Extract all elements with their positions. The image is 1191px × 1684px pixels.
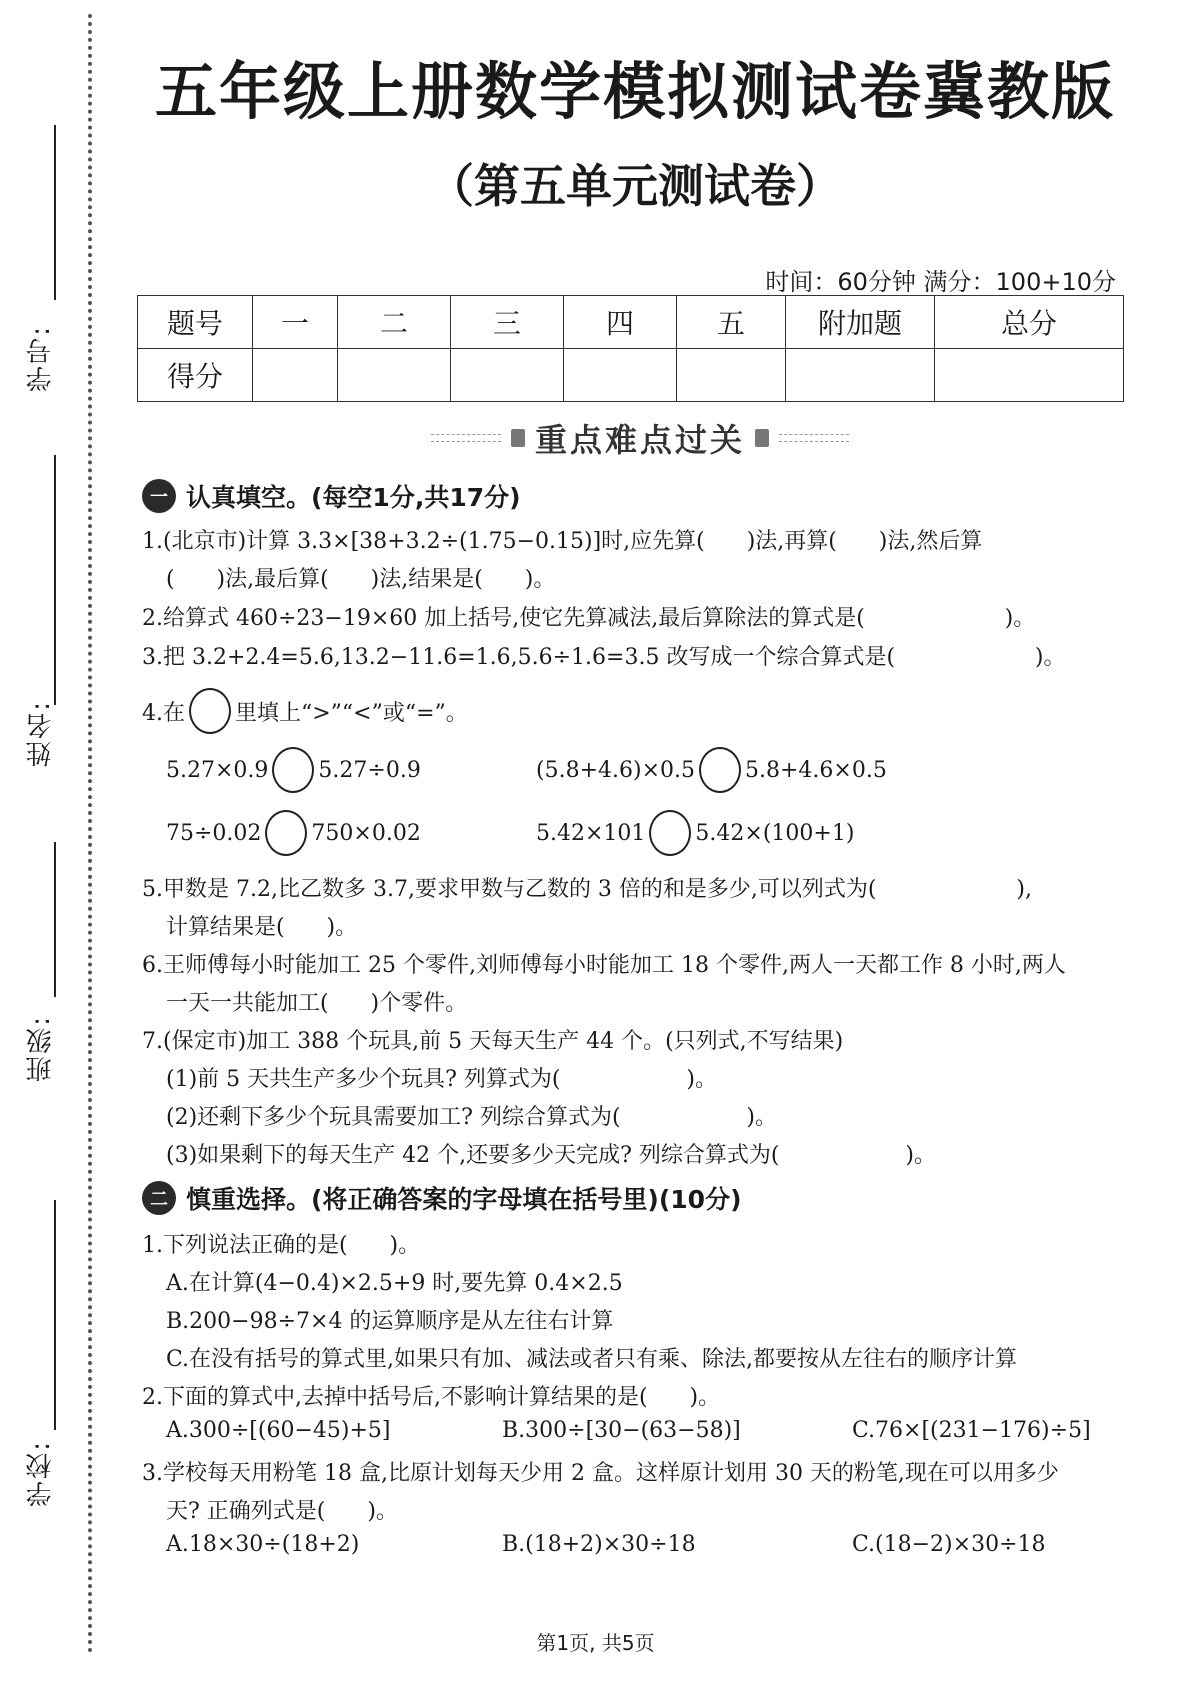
section-title: 慎重选择。(将正确答案的字母填在括号里)(10分) <box>186 1185 742 1214</box>
score-input-cell[interactable] <box>677 349 786 402</box>
question-text: 6.王师傅每小时能加工 25 个零件,刘师傅每小时能加工 18 个零件,两人一天都工作 8 小时,两人 <box>142 953 1066 978</box>
option-text: B.300÷[30−(63−58)] <box>502 1418 741 1443</box>
option-text: A.18×30÷(18+2) <box>166 1532 360 1557</box>
student-id-line[interactable] <box>54 125 56 300</box>
score-table-header-row <box>138 296 1124 349</box>
page-title: 五年级上册数学模拟测试卷冀教版 <box>154 55 1115 128</box>
table-cell: 一 <box>253 296 338 349</box>
question-text: (3)如果剩下的每天生产 42 个,还要多少天完成? 列综合算式为( )。 <box>166 1143 936 1168</box>
table-cell: 四 <box>564 296 677 349</box>
section-number-badge: 一 <box>142 479 176 513</box>
decorative-block-icon <box>755 429 769 447</box>
comparison-item: (5.8+4.6)×0.5 5.8+4.6×0.5 <box>536 747 887 793</box>
question-text: 2.下面的算式中,去掉中括号后,不影响计算结果的是( )。 <box>142 1385 721 1410</box>
option-text: A.300÷[(60−45)+5] <box>166 1418 391 1443</box>
question-text: 7.(保定市)加工 388 个玩具,前 5 天每天生产 44 个。(只列式,不写结果) <box>142 1029 844 1054</box>
banner-text: 重点难点过关 <box>534 421 745 459</box>
question-text: ( )法,最后算( )法,结果是( )。 <box>166 567 556 592</box>
question-text: 1.(北京市)计算 3.3×[38+3.2÷(1.75−0.15)]时,应先算( )法,再算( )法,然后算 <box>142 529 983 554</box>
section-banner <box>400 418 880 458</box>
question-text: 1.下列说法正确的是( )。 <box>142 1233 421 1258</box>
question-text: 天? 正确列式是( )。 <box>166 1499 398 1524</box>
exam-meta: 时间：60分钟 满分：100+10分 <box>765 268 1116 296</box>
circle-icon <box>189 688 231 734</box>
decorative-dash <box>431 434 501 442</box>
section-title: 认真填空。(每空1分,共17分) <box>186 483 521 512</box>
section-1-heading <box>142 478 521 514</box>
question-text: 4.在 里填上“>”“<”或“=”。 <box>142 688 468 734</box>
table-cell: 三 <box>451 296 564 349</box>
class-line[interactable] <box>54 842 56 997</box>
answer-circle[interactable] <box>699 747 741 793</box>
comparison-item: 5.27×0.9 5.27÷0.9 <box>166 747 421 793</box>
comparison-item: 75÷0.02 750×0.02 <box>166 810 421 856</box>
score-input-cell[interactable] <box>564 349 677 402</box>
score-table <box>137 295 1124 402</box>
score-input-cell[interactable] <box>451 349 564 402</box>
question-text: 一天一共能加工( )个零件。 <box>166 991 468 1016</box>
table-cell: 总分 <box>935 296 1124 349</box>
section-number-badge: 二 <box>142 1181 176 1215</box>
decorative-block-icon <box>511 429 525 447</box>
answer-circle[interactable] <box>649 810 691 856</box>
score-input-cell[interactable] <box>935 349 1124 402</box>
student-id-label: 学号: <box>26 325 56 392</box>
table-cell: 得分 <box>138 349 253 402</box>
question-text: 2.给算式 460÷23−19×60 加上括号,使它先算减法,最后算除法的算式是( )。 <box>142 606 1036 631</box>
name-label: 姓名: <box>26 700 56 767</box>
section-2-heading <box>142 1180 742 1216</box>
answer-circle[interactable] <box>272 747 314 793</box>
question-text: (1)前 5 天共生产多少个玩具? 列算式为( )。 <box>166 1067 717 1092</box>
score-input-cell[interactable] <box>786 349 935 402</box>
table-cell: 五 <box>677 296 786 349</box>
question-text: 3.学校每天用粉笔 18 盒,比原计划每天少用 2 盒。这样原计划用 30 天的粉笔,现在可以用多少 <box>142 1461 1059 1486</box>
answer-circle[interactable] <box>265 810 307 856</box>
page-subtitle: （第五单元测试卷） <box>428 159 842 213</box>
school-label: 学校: <box>26 1440 56 1507</box>
class-label: 班级: <box>26 1015 56 1082</box>
name-line[interactable] <box>54 455 56 705</box>
table-cell: 附加题 <box>786 296 935 349</box>
table-cell: 二 <box>338 296 451 349</box>
comparison-item: 5.42×101 5.42×(100+1) <box>536 810 854 856</box>
school-line[interactable] <box>54 1200 56 1430</box>
option-text: B.(18+2)×30÷18 <box>502 1532 696 1557</box>
page-number: 第1页, 共5页 <box>536 1631 655 1655</box>
question-text: 3.把 3.2+2.4=5.6,13.2−11.6=1.6,5.6÷1.6=3.5 改写成一个综合算式是( )。 <box>142 645 1066 670</box>
table-cell: 题号 <box>138 296 253 349</box>
score-input-cell[interactable] <box>338 349 451 402</box>
score-input-cell[interactable] <box>253 349 338 402</box>
question-text: 计算结果是( )。 <box>166 915 358 940</box>
binding-dotted-line <box>88 14 92 1654</box>
decorative-dash <box>779 434 849 442</box>
option-text: C.(18−2)×30÷18 <box>852 1532 1046 1557</box>
option-text: C.76×[(231−176)÷5] <box>852 1418 1091 1443</box>
option-text: A.在计算(4−0.4)×2.5+9 时,要先算 0.4×2.5 <box>166 1271 623 1296</box>
option-text: C.在没有括号的算式里,如果只有加、减法或者只有乘、除法,都要按从左往右的顺序计算 <box>166 1347 1018 1372</box>
option-text: B.200−98÷7×4 的运算顺序是从左往右计算 <box>166 1309 614 1334</box>
question-text: (2)还剩下多少个玩具需要加工? 列综合算式为( )。 <box>166 1105 777 1130</box>
question-text: 5.甲数是 7.2,比乙数多 3.7,要求甲数与乙数的 3 倍的和是多少,可以列式为( ), <box>142 877 1032 902</box>
score-table-score-row <box>138 349 1124 402</box>
